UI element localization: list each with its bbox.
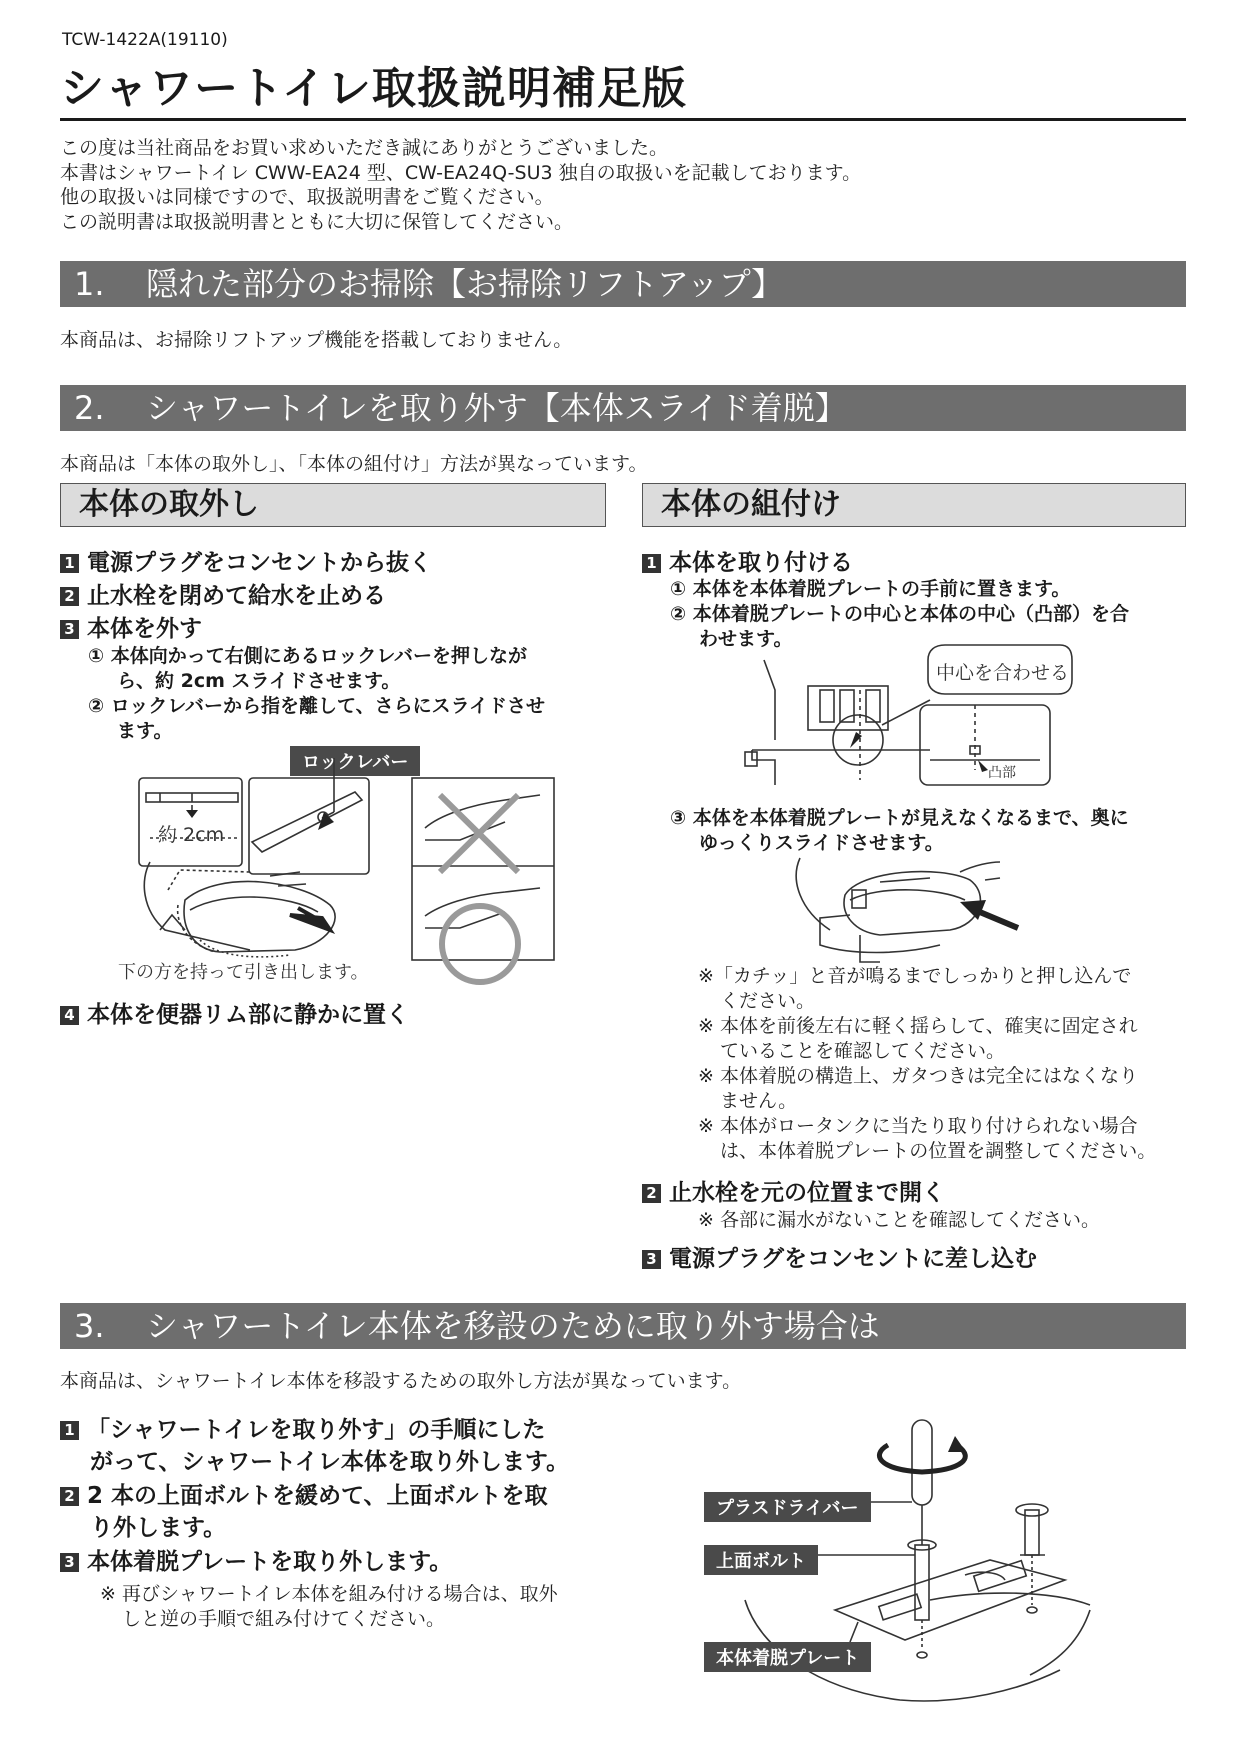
note-line: ※「カチッ」と音が鳴るまでしっかりと押し込んで — [698, 965, 1132, 987]
step-badge: 1 — [642, 554, 661, 573]
note-line: ません。 — [720, 1090, 798, 1112]
step-badge: 2 — [60, 1487, 79, 1506]
note-line: ※ 本体着脱の構造上、ガタつきは完全にはなくなり — [698, 1065, 1138, 1087]
intro-line: この度は当社商品をお買い求めいただき誠にありがとうございました。 — [60, 137, 669, 159]
step-text: 「シャワートイレを取り外す」の手順にした — [87, 1417, 546, 1443]
section-title: 隠れた部分のお掃除【お掃除リフトアップ】 — [146, 265, 784, 303]
step-badge: 2 — [60, 587, 79, 606]
note-line: しと逆の手順で組み付けてください。 — [122, 1608, 446, 1630]
section-title: シャワートイレを取り外す【本体スライド着脱】 — [146, 389, 847, 427]
section-number: 3. — [74, 1307, 105, 1345]
removal-heading: 本体の取外し — [60, 483, 606, 527]
step-badge: 1 — [60, 554, 79, 573]
removal-caption: 下の方を持って引き出します。 — [118, 962, 369, 983]
page-title: シャワートイレ取扱説明補足版 — [60, 63, 687, 114]
substep-line: わせます。 — [699, 628, 793, 650]
step-badge: 3 — [642, 1250, 661, 1269]
note-line: ていることを確認してください。 — [720, 1040, 1006, 1062]
section-1-note: 本商品は、お掃除リフトアップ機能を搭載しておりません。 — [60, 329, 573, 351]
substep-line: ② 本体着脱プレートの中心と本体の中心（凸部）を合 — [670, 603, 1129, 625]
lock-lever-label: ロックレバー — [290, 746, 420, 776]
step-badge: 3 — [60, 1553, 79, 1572]
note-line: は、本体着脱プレートの位置を調整してください。 — [720, 1140, 1157, 1162]
slide-distance-label: 約 2cm — [158, 824, 225, 846]
driver-label: プラスドライバー — [704, 1492, 871, 1522]
step-badge: 3 — [60, 620, 79, 639]
note-line: ※ 本体がロータンクに当たり取り付けられない場合 — [698, 1115, 1138, 1137]
step-text: 止水栓を元の位置まで開く — [669, 1180, 945, 1206]
substep-line: ① 本体を本体着脱プレートの手前に置きます。 — [670, 578, 1071, 600]
note-line: ください。 — [720, 990, 816, 1012]
step-text: 電源プラグをコンセントに差し込む — [669, 1246, 1037, 1272]
section-3-note: 本商品は、シャワートイレ本体を移設するための取外し方法が異なっています。 — [60, 1370, 742, 1392]
step-badge: 2 — [642, 1184, 661, 1203]
section-number: 2. — [74, 389, 105, 427]
install-heading: 本体の組付け — [642, 483, 1186, 527]
intro-line: この説明書は取扱説明書とともに大切に保管してください。 — [60, 210, 574, 233]
plate-label: 本体着脱プレート — [704, 1642, 871, 1672]
section-title: シャワートイレ本体を移設のために取り外す場合は — [146, 1307, 880, 1345]
bolt-label: 上面ボルト — [704, 1545, 818, 1575]
section-number: 1. — [74, 265, 105, 303]
intro-line: 本書はシャワートイレ CWW-EA24 型、CW-EA24Q-SU3 独自の取扱いを記載しております。 — [60, 161, 862, 184]
substep-line: ① 本体向かって右側にあるロックレバーを押しなが — [88, 645, 527, 667]
install-step-2-note: ※ 各部に漏水がないことを確認してください。 — [698, 1209, 1100, 1231]
substep-line: ら、約 2cm スライドさせます。 — [117, 670, 401, 692]
substep-line: ゆっくりスライドさせます。 — [699, 832, 944, 854]
step-text: 止水栓を閉めて給水を止める — [87, 583, 386, 609]
step-text: 本体を取り付ける — [669, 550, 853, 576]
substep-line: ② ロックレバーから指を離して、さらにスライドさせ — [88, 695, 546, 717]
center-align-label: 中心を合わせる — [936, 662, 1070, 684]
step-badge: 1 — [60, 1421, 79, 1440]
step-text: り外します。 — [90, 1515, 227, 1541]
substep-line: ます。 — [117, 720, 173, 742]
document-code: TCW-1422A(19110) — [62, 30, 228, 50]
intro-line: 他の取扱いは同様ですので、取扱説明書をご覧ください。 — [60, 186, 554, 208]
convex-part-label: 凸部 — [988, 765, 1016, 781]
step-text: 本体を外す — [87, 616, 202, 642]
step-text: がって、シャワートイレ本体を取り外します。 — [90, 1449, 570, 1475]
step-text: 電源プラグをコンセントから抜く — [87, 550, 432, 576]
step-text: 本体を便器リム部に静かに置く — [87, 1002, 409, 1028]
substep-line: ③ 本体を本体着脱プレートが見えなくなるまで、奥に — [670, 807, 1129, 829]
note-line: ※ 本体を前後左右に軽く揺らして、確実に固定され — [698, 1015, 1138, 1037]
section-2-note: 本商品は「本体の取外し」、「本体の組付け」方法が異なっています。 — [60, 453, 648, 475]
note-line: ※ 再びシャワートイレ本体を組み付ける場合は、取外 — [100, 1583, 558, 1605]
step-text: 2 本の上面ボルトを緩めて、上面ボルトを取 — [87, 1483, 548, 1509]
step-text: 本体着脱プレートを取り外します。 — [87, 1549, 453, 1575]
step-badge: 4 — [60, 1006, 79, 1025]
